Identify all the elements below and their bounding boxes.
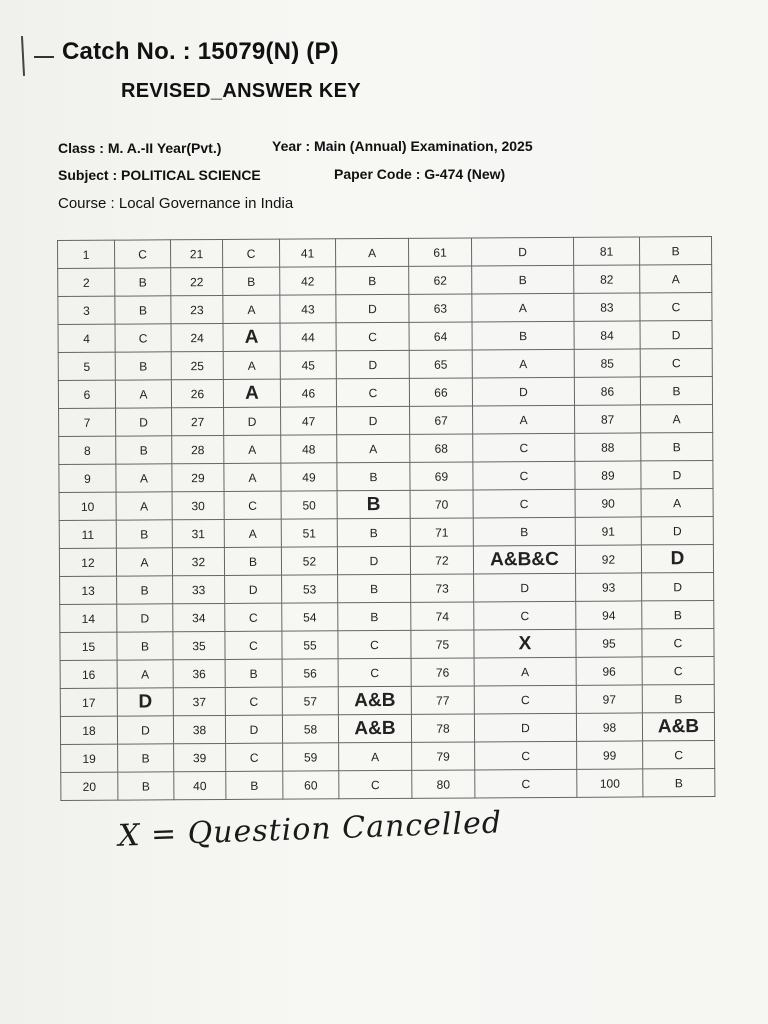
answer-cell: A	[472, 349, 574, 378]
table-row	[60, 572, 714, 604]
margin-pen-mark	[21, 36, 25, 76]
question-number: 29	[172, 463, 224, 491]
answer-cell: A&B	[642, 712, 714, 740]
answer-cell: B	[226, 771, 283, 799]
question-number: 98	[576, 713, 642, 741]
question-number: 60	[283, 771, 339, 799]
answer-cell: D	[641, 516, 713, 544]
answer-cell: A&B	[338, 686, 411, 714]
question-number: 85	[574, 349, 640, 377]
answer-cell: C	[336, 322, 409, 350]
question-number: 43	[280, 295, 336, 323]
table-row	[58, 348, 712, 380]
class-value: M. A.-II Year(Pvt.)	[107, 140, 222, 156]
answer-cell: B	[473, 517, 575, 546]
answer-cell: D	[641, 460, 713, 488]
answer-cell: A	[116, 464, 172, 492]
answer-cell: C	[225, 603, 282, 631]
answer-cell: D	[336, 294, 409, 322]
answer-cell: D	[474, 573, 576, 602]
question-number: 8	[59, 436, 116, 464]
question-number: 32	[172, 547, 224, 575]
question-number: 97	[576, 685, 642, 713]
question-number: 13	[60, 576, 117, 604]
question-number: 33	[173, 575, 225, 603]
question-number: 83	[574, 293, 640, 321]
question-number: 6	[58, 380, 115, 408]
question-number: 61	[408, 238, 471, 266]
paper-code-label: Paper Code :	[334, 166, 421, 182]
answer-cell: D	[640, 321, 712, 349]
question-number: 16	[60, 660, 117, 688]
question-number: 10	[59, 492, 116, 520]
answer-cell: A	[473, 405, 575, 434]
question-number: 55	[282, 631, 338, 659]
answer-cell: B	[338, 602, 411, 630]
answer-cell: A	[117, 660, 173, 688]
question-number: 28	[172, 435, 224, 463]
answer-cell: C	[640, 348, 712, 376]
table-row	[58, 265, 712, 297]
answer-cell: C	[643, 740, 715, 768]
answer-cell: B	[225, 659, 282, 687]
question-number: 93	[576, 573, 642, 601]
answer-cell: B	[116, 436, 172, 464]
answer-cell: A&B&C	[473, 545, 575, 574]
answer-key-table	[57, 236, 715, 801]
question-number: 38	[173, 715, 225, 743]
table-row	[60, 628, 714, 660]
answer-cell: A	[641, 404, 713, 432]
table-row	[58, 321, 712, 353]
answer-cell: B	[117, 576, 173, 604]
question-number: 24	[171, 323, 223, 351]
question-number: 1	[58, 240, 115, 268]
table-row	[59, 460, 713, 492]
question-number: 34	[173, 603, 225, 631]
question-number: 23	[171, 295, 223, 323]
answer-cell: B	[224, 547, 281, 575]
question-number: 73	[411, 574, 474, 602]
question-number: 57	[282, 687, 338, 715]
answer-cell: A	[223, 295, 280, 323]
question-number: 18	[60, 716, 117, 744]
answer-cell: A	[224, 519, 281, 547]
question-number: 56	[282, 659, 338, 687]
answer-cell: D	[474, 713, 576, 742]
answer-cell: B	[116, 520, 172, 548]
answer-cell: D	[117, 716, 173, 744]
question-number: 94	[576, 601, 642, 629]
answer-cell: D	[642, 572, 714, 600]
year-info	[272, 138, 533, 154]
question-number: 64	[409, 322, 472, 350]
question-number: 30	[172, 491, 224, 519]
question-number: 14	[60, 604, 117, 632]
question-number: 75	[411, 630, 474, 658]
class-label: Class :	[58, 140, 104, 156]
question-number: 90	[575, 489, 641, 517]
question-number: 7	[59, 408, 116, 436]
question-number: 95	[576, 629, 642, 657]
question-number: 42	[280, 267, 336, 295]
question-number: 22	[171, 267, 223, 295]
answer-cell: C	[642, 656, 714, 684]
question-number: 52	[281, 547, 337, 575]
question-number: 21	[171, 239, 223, 267]
question-number: 41	[279, 239, 335, 267]
answer-cell: A	[223, 379, 280, 407]
question-number: 71	[410, 518, 473, 546]
answer-cell: B	[117, 632, 173, 660]
question-number: 66	[409, 378, 472, 406]
table-row	[59, 404, 713, 436]
question-number: 2	[58, 268, 115, 296]
question-number: 62	[409, 266, 472, 294]
paper-code-value: G-474 (New)	[424, 166, 506, 182]
answer-cell: D	[224, 407, 281, 435]
answer-cell: B	[639, 237, 711, 265]
answer-cell: C	[473, 433, 575, 462]
table-row	[58, 376, 712, 408]
answer-key-body	[58, 237, 715, 801]
question-number: 78	[411, 714, 474, 742]
answer-cell: B	[642, 684, 714, 712]
question-number: 35	[173, 631, 225, 659]
question-number: 45	[280, 351, 336, 379]
answer-cell: B	[641, 432, 713, 460]
table-row	[58, 293, 712, 325]
question-number: 50	[281, 491, 337, 519]
answer-cell: D	[117, 604, 173, 632]
question-number: 36	[173, 659, 225, 687]
answer-cell: D	[117, 688, 173, 716]
question-number: 58	[282, 715, 338, 743]
answer-cell: C	[224, 491, 281, 519]
answer-cell: B	[337, 518, 410, 546]
answer-cell: D	[336, 350, 409, 378]
question-number: 12	[59, 548, 116, 576]
answer-cell: B	[118, 744, 174, 772]
question-number: 79	[412, 742, 475, 770]
answer-cell: A	[335, 238, 408, 266]
answer-cell: B	[472, 265, 574, 294]
question-number: 76	[411, 658, 474, 686]
answer-cell: D	[225, 715, 282, 743]
question-number: 9	[59, 464, 116, 492]
answer-cell: A	[115, 380, 171, 408]
answer-cell: C	[226, 743, 283, 771]
answer-cell: C	[225, 687, 282, 715]
answer-cell: B	[115, 352, 171, 380]
class-info	[58, 140, 221, 156]
question-number: 25	[171, 351, 223, 379]
subject-info	[58, 167, 261, 183]
question-number: 77	[411, 686, 474, 714]
course-label: Course :	[58, 195, 115, 212]
paper-code-info	[334, 166, 505, 182]
answer-cell: C	[475, 769, 577, 798]
question-number: 80	[412, 770, 475, 798]
question-number: 87	[575, 405, 641, 433]
question-number: 74	[411, 602, 474, 630]
answer-cell: B	[336, 266, 409, 294]
answer-cell: D	[225, 575, 282, 603]
table-row	[59, 544, 713, 576]
question-number: 49	[281, 463, 337, 491]
answer-cell: B	[643, 768, 715, 796]
table-row	[59, 488, 713, 520]
answer-cell: C	[473, 489, 575, 518]
answer-cell: B	[640, 376, 712, 404]
answer-cell: C	[336, 378, 409, 406]
margin-pen-dash	[34, 56, 54, 58]
course-info	[58, 195, 293, 212]
question-number: 99	[577, 741, 643, 769]
answer-cell: A	[339, 742, 412, 770]
answer-cell: C	[640, 293, 712, 321]
table-row	[60, 684, 714, 716]
answer-cell: A	[474, 657, 576, 686]
answer-cell: D	[337, 406, 410, 434]
answer-cell: C	[115, 324, 171, 352]
question-number: 47	[281, 407, 337, 435]
answer-cell: D	[641, 544, 713, 572]
answer-cell: X	[474, 629, 576, 658]
answer-cell: C	[473, 461, 575, 490]
answer-cell: A	[116, 492, 172, 520]
answer-cell: C	[474, 601, 576, 630]
question-number: 54	[282, 603, 338, 631]
question-number: 68	[410, 434, 473, 462]
answer-cell: A&B	[338, 714, 411, 742]
question-number: 39	[174, 743, 226, 771]
question-number: 44	[280, 323, 336, 351]
answer-cell: D	[116, 408, 172, 436]
subject-label: Subject :	[58, 167, 118, 183]
question-number: 48	[281, 435, 337, 463]
question-number: 82	[574, 265, 640, 293]
question-number: 81	[573, 237, 639, 265]
question-number: 27	[172, 407, 224, 435]
course-value: Local Governance in India	[118, 195, 294, 212]
table-row	[60, 600, 714, 632]
answer-cell: C	[115, 240, 171, 268]
question-number: 53	[282, 575, 338, 603]
question-number: 65	[409, 350, 472, 378]
answer-cell: A	[224, 463, 281, 491]
answer-cell: D	[337, 546, 410, 574]
subject-value: POLITICAL SCIENCE	[121, 167, 261, 183]
answer-cell: B	[118, 772, 174, 800]
table-row	[60, 712, 714, 744]
question-number: 69	[410, 462, 473, 490]
table-row	[60, 656, 714, 688]
answer-cell: A	[224, 435, 281, 463]
year-label: Year :	[272, 138, 311, 154]
answer-cell: B	[115, 268, 171, 296]
answer-cell: D	[471, 237, 573, 266]
answer-cell: B	[115, 296, 171, 324]
question-number: 51	[281, 519, 337, 547]
table-row	[59, 432, 713, 464]
question-number: 46	[280, 379, 336, 407]
question-number: 40	[174, 771, 226, 799]
answer-cell: C	[338, 630, 411, 658]
question-number: 19	[61, 744, 118, 772]
question-number: 3	[58, 296, 115, 324]
table-row	[61, 740, 715, 772]
answer-cell: C	[225, 631, 282, 659]
answer-cell: A	[641, 488, 713, 516]
answer-cell: C	[338, 658, 411, 686]
answer-cell: C	[222, 239, 279, 267]
catch-number: Catch No. : 15079(N) (P)	[62, 38, 339, 65]
question-number: 5	[58, 352, 115, 380]
answer-cell: C	[475, 741, 577, 770]
question-number: 15	[60, 632, 117, 660]
table-row	[58, 237, 712, 269]
table-row	[61, 768, 715, 800]
question-number: 70	[410, 490, 473, 518]
question-number: 96	[576, 657, 642, 685]
question-number: 67	[410, 406, 473, 434]
answer-cell: C	[339, 770, 412, 798]
question-number: 59	[283, 743, 339, 771]
answer-cell: A	[223, 323, 280, 351]
cancelled-note: X = Question Cancelled	[117, 805, 503, 854]
question-number: 17	[60, 688, 117, 716]
answer-cell: C	[474, 685, 576, 714]
question-number: 89	[575, 461, 641, 489]
answer-cell: A	[223, 351, 280, 379]
answer-cell: A	[116, 548, 172, 576]
answer-cell: B	[338, 574, 411, 602]
answer-cell: A	[472, 293, 574, 322]
question-number: 4	[58, 324, 115, 352]
question-number: 31	[172, 519, 224, 547]
answer-cell: A	[640, 265, 712, 293]
question-number: 100	[577, 769, 643, 797]
question-number: 88	[575, 433, 641, 461]
answer-cell: B	[472, 321, 574, 350]
year-value: Main (Annual) Examination, 2025	[314, 138, 533, 154]
question-number: 20	[61, 772, 118, 800]
document-title: REVISED_ANSWER KEY	[121, 80, 361, 102]
question-number: 26	[171, 379, 223, 407]
question-number: 37	[173, 687, 225, 715]
table-row	[59, 516, 713, 548]
question-number: 84	[574, 321, 640, 349]
answer-cell: B	[337, 462, 410, 490]
answer-cell: B	[223, 267, 280, 295]
answer-cell: B	[337, 490, 410, 518]
question-number: 92	[575, 545, 641, 573]
question-number: 72	[410, 546, 473, 574]
answer-cell: D	[472, 377, 574, 406]
answer-cell: B	[642, 600, 714, 628]
question-number: 91	[575, 517, 641, 545]
question-number: 86	[574, 377, 640, 405]
answer-cell: C	[642, 628, 714, 656]
answer-cell: A	[337, 434, 410, 462]
question-number: 11	[59, 520, 116, 548]
question-number: 63	[409, 294, 472, 322]
